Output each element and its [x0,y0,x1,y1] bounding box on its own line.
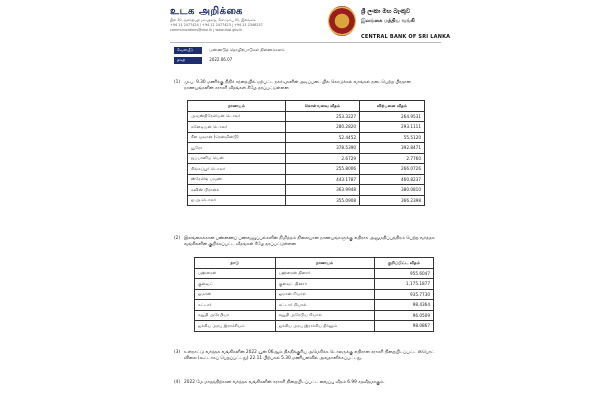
table-row [188,143,425,154]
paragraph-number: (3) [174,350,181,355]
currency-cell: ஸ்ரேலிங் பவுண் [188,174,286,185]
indicative-rate-cell: 935.7730 [374,289,433,300]
currency-cell: சுவிஸ் பிரான்க் [188,185,286,196]
table-row [188,174,425,185]
indicative-rate-cell: 1,175.1877 [374,279,433,290]
selling-rate-cell: 392.8471 [360,143,425,154]
table-row [188,153,425,164]
paragraph-3 [174,350,436,362]
indicative-rate-cell: 98.0867 [374,321,433,332]
bank-name-tamil: இலங்கை மத்திய வங்கி [361,18,415,24]
paragraph-text: உள்நாட்டு வர்த்தக வங்கிகளின் 2022 யூன் 06ஆம் திகதிக்குரிய அமெரிக்க டொலருக்கு எதிரான சராசரி நிறையிடப்பட்ட ஸ்பொட் விலை (கூட்டாகப் பெறப்பட்டது) 22.11 பிற்பகல் 5.30 மணியளவில் அவதானிக்கப்பட்டது. [184,350,435,362]
column-header: குறிப்பிட்ட வீதம் [374,258,433,269]
currency-cell: குவைட் தினார் [275,279,374,290]
table-row [188,185,425,196]
document-title: உடக அறிக்கை [170,6,243,17]
column-header: நாணயம் [275,258,374,269]
table-row [188,132,425,143]
currency-cell: ஐ.அ.டொலர் [188,195,286,206]
buying-rate-cell: 363.9948 [286,185,360,196]
buying-rate-cell: 52.4452 [286,132,360,143]
currency-cell: அவுஸ்திரேலியன் டொலர் [188,111,286,122]
paragraph-text: மு.ப. 9.30 மணிக்கு நிதிச் சந்தையில் ஏற்பட்ட நகர்வுகளின் அடிப்படையில் கொடுக்கல் வாங்கல் நடைபெற்ற பிரதான நாணயங்களின் சராசரி வீதங்கள் கீழே தரப்பட்டுள்ளன [184,80,411,92]
currency-cell: யூரோ [188,143,286,154]
buying-rate-cell: 2.6729 [286,153,360,164]
country-cell: சவூதி அரேபியா [195,310,276,321]
paragraph-text: 2022 மே மாதத்திற்கான வர்த்தக வங்கிகளின் சராசரி நிறையிடப்பட்ட வைப்பு வீதம் 6.99 சதவீதமாகும். [184,380,385,385]
table-row [188,111,425,122]
issued-by-label: வெளியீடு [174,47,202,54]
selling-rate-cell: 266.0726 [360,164,425,175]
selling-rate-cell: 460.8237 [360,174,425,185]
phone-line: +94 11 2477424 / +94 11 2477423 | +94 11 2346257 [170,23,263,28]
indicative-rate-cell: 955.6047 [374,268,433,279]
currency-cell: பஹ்ரைன் தினார் [275,268,374,279]
selling-rate-cell: 366.2398 [360,195,425,206]
buying-rate-cell: 280.2820 [286,122,360,133]
currency-cell: ஜப்பானிய யென் [188,153,286,164]
table-row [195,289,434,300]
country-cell: குவைட் [195,279,276,290]
column-header: நாணயம் [188,101,286,112]
indicative-rate-cell: 96.0509 [374,310,433,321]
table-header-row [188,101,425,112]
column-header: விற்பனை வீதம் [360,101,425,112]
selling-rate-cell: 2.7760 [360,153,425,164]
exchange-rate-table [187,100,425,206]
paragraph-1 [174,80,436,92]
date-row [174,57,232,64]
selling-rate-cell: 264.9531 [360,111,425,122]
cbsl-seal-icon [328,6,356,36]
bank-name-sinhala: ශ්‍රී ලංකා මහ බැංකුව [361,8,411,15]
country-cell: பஹ்ரைன் [195,268,276,279]
issued-by-row [174,47,285,54]
paragraph-2 [174,236,436,248]
buying-rate-cell: 378.5390 [286,143,360,154]
selling-rate-cell: 380.0810 [360,185,425,196]
address-line: இல 30, ஜனாதிபதி மாவத்தை, கொழும்பு 01, இலங்கை [170,18,256,22]
paragraph-4 [174,380,436,386]
date-value: 2022.06.07 [209,57,233,62]
currency-cell: சீன யுவான் (ரென்மின்பி) [188,132,286,143]
paragraph-number: (4) [174,380,181,385]
remittance-rate-table [194,257,434,332]
currency-cell: சிங்கப்பூர் டொலர் [188,164,286,175]
currency-cell: கனேடியன் டொலர் [188,122,286,133]
table-header-row [195,258,434,269]
column-header: கொள்வனவு வீதம் [286,101,360,112]
table-row [188,195,425,206]
document-page [160,0,451,400]
currency-cell: சவூதி அரேபிய றியால் [275,310,374,321]
paragraph-number: (1) [174,80,181,85]
table-row [195,268,434,279]
currency-cell: ஐக்கிய அரபு இராச்சிய திர்ஹம் [275,321,374,332]
country-cell: கட்டார் [195,300,276,311]
table-row [188,164,425,175]
indicative-rate-cell: 98.4364 [374,300,433,311]
currency-cell: கட்டார் றியால் [275,300,374,311]
table-row [195,310,434,321]
buying-rate-cell: 253.3227 [286,111,360,122]
bank-name-english: CENTRAL BANK OF SRI LANKA [361,34,451,40]
paragraph-text: இலங்கைக்கான பண்ணைப் பணவனுப்பல்களின் நிமித்தம் நிலையான நாணயங்களுக்கு எதிராக அனுமதிப்பத்திரம் பெற்ற வர்த்தக வங்கிகளின் குறிக்கப்பட்ட வீதங்கள் கீழே தரப்பட்டுள்ளன [184,236,435,248]
paragraph-number: (2) [174,236,181,241]
table-row [195,300,434,311]
table-row [195,321,434,332]
selling-rate-cell: 55.5120 [360,132,425,143]
selling-rate-cell: 293.1111 [360,122,425,133]
column-header: நாடு [195,258,276,269]
currency-cell: ஓமான் றியால் [275,289,374,300]
buying-rate-cell: 355.0908 [286,195,360,206]
country-cell: ஓமான் [195,289,276,300]
table-row [188,122,425,133]
table-row [195,279,434,290]
date-label: திகதி [174,57,202,64]
issued-by-value: பண்ணடுத் தொழிற்பாடுகள் திணைக்களம் [209,47,285,52]
header-divider [170,42,441,43]
buying-rate-cell: 255.8006 [286,164,360,175]
country-cell: ஐக்கிய அரபு இராச்சியம் [195,321,276,332]
press-release-header [170,6,320,34]
buying-rate-cell: 443.1787 [286,174,360,185]
web-line: communications@cbsl.lk | www.cbsl.gov.lk [170,28,243,33]
